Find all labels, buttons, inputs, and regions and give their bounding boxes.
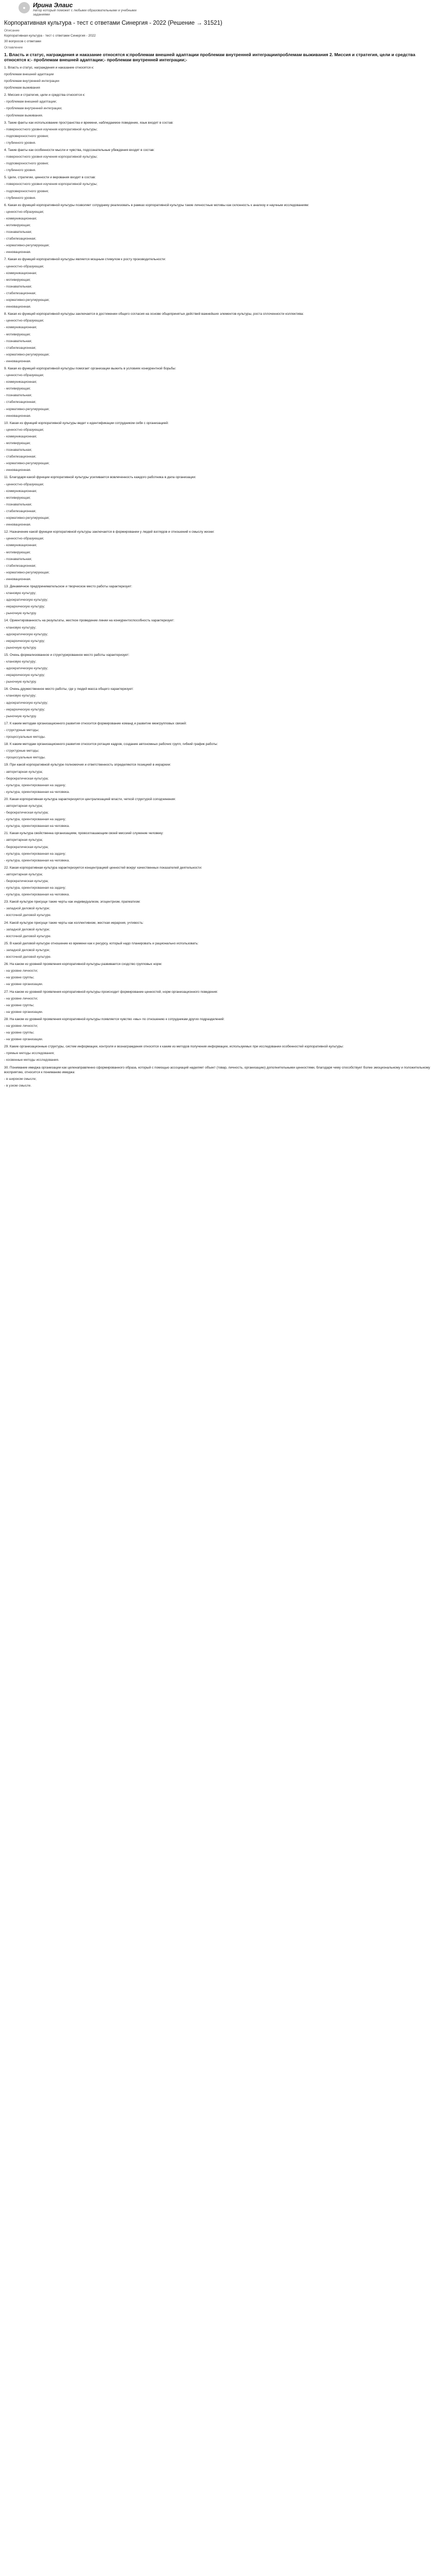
answer-option: - нормативно-регулирующая; bbox=[4, 352, 50, 357]
question-text: 15. Очень формализованное и структурированное место работы характеризует: bbox=[4, 653, 130, 657]
answer-option: - познавательная; bbox=[4, 448, 32, 452]
answer-option: - мотивирующая; bbox=[4, 224, 31, 228]
answer-option: - адхократическую культуру; bbox=[4, 667, 48, 671]
answer-option: - мотивирующая; bbox=[4, 550, 31, 554]
answer-option: - клановую культуру; bbox=[4, 660, 37, 664]
answer-option: - познавательная; bbox=[4, 284, 32, 289]
answer-option: - поверхностного уровня изучения корпоративной культуры; bbox=[4, 127, 98, 131]
answer-option: - нормативно-регулирующая; bbox=[4, 244, 50, 248]
answer-option: - иерархическую культуру; bbox=[4, 605, 45, 609]
answer-option: - культура, ориентированная на задачу; bbox=[4, 886, 66, 890]
question-text: 4. Такие факты как особенности мысли и чувства, подсознательные убеждения входят в состав: bbox=[4, 148, 155, 152]
question-text: 13. Динамичное предпринимательское и творческое место работы характеризует: bbox=[4, 584, 132, 588]
answer-option: - инновационная. bbox=[4, 305, 31, 309]
answer-option: - ценностно-образующая; bbox=[4, 537, 44, 541]
answer-option: - авторитарная культура; bbox=[4, 872, 43, 876]
answer-option: - на уровне группы; bbox=[4, 1031, 34, 1035]
answer-option: - коммуникационная; bbox=[4, 380, 37, 384]
question-text: 10. Какая из функций корпоративной культуры ведет к идентификации сотрудником себя с организацией: bbox=[4, 421, 169, 425]
answer-option: - стабилизационная; bbox=[4, 509, 37, 513]
question-text: 23. Какой культуре присущи такие черты как индивидуализм, эгоцентризм, прагматизм: bbox=[4, 900, 141, 904]
answer-option: - авторитарная культура; bbox=[4, 838, 43, 842]
answer-option: - ценностно-образующая; bbox=[4, 428, 44, 432]
answer-option: - структурные методы; bbox=[4, 749, 39, 753]
answer-option: - прямые методы исследования; bbox=[4, 1052, 55, 1056]
answer-option: - клановую культуру; bbox=[4, 591, 37, 596]
answer-option: - культура, ориентированная на задачу; bbox=[4, 818, 66, 822]
answer-option: - на уровне группы; bbox=[4, 1003, 34, 1007]
bold-heading: 1. Власть и статус, награждения и наказание относятся к:проблемам внешней адаптации проблемам внутренней интеграциипроблемам выживания 2. Миссия и стратегия, цели и средства относятся к:- проблемам внешней адаптации;- проблемам внутренней интеграции;- bbox=[4, 52, 415, 63]
answer-option: - мотивирующая; bbox=[4, 332, 31, 336]
question-text: 21. Какая культура свойственна организациям, провозглашающим своей миссией служение человеку: bbox=[4, 832, 164, 836]
answer-option: - познавательная; bbox=[4, 230, 32, 234]
description-label: Описание bbox=[4, 29, 20, 33]
question-text: 12. Назначение какой функции корпоративной культуры заключается в формировании у людей взглядов и отношений к смыслу жизни: bbox=[4, 530, 215, 534]
answer-option: - адхократическую культуру; bbox=[4, 632, 48, 636]
answer-option: - подповерхностного уровня; bbox=[4, 162, 49, 166]
answer-option: - бюрократическая культура; bbox=[4, 811, 49, 815]
answer-option: - иерархическую культуру; bbox=[4, 707, 45, 711]
answer-option: - подповерхностного уровня; bbox=[4, 134, 49, 138]
question-text: 29. Какие организационные структуры, систем информации, контроля и вознаграждения относятся к каким из методов получения информации, используемых при исследовании особенностей корпоративной культуры: bbox=[4, 1045, 344, 1049]
answer-option: - ценностно-образующая; bbox=[4, 210, 44, 214]
answer-option: - западной деловой культуре; bbox=[4, 927, 50, 931]
answer-option: - на уровне организации. bbox=[4, 982, 43, 987]
answer-option: - нормативно-регулирующая; bbox=[4, 462, 50, 466]
answer-option: - на уровне организации. bbox=[4, 1038, 43, 1042]
page-title: Корпоративная культура - тест с ответами Синергия - 2022 (Решение → 31521) bbox=[4, 20, 222, 27]
answer-option: - мотивирующая; bbox=[4, 496, 31, 500]
answer-option: - западной деловой культуре; bbox=[4, 948, 50, 952]
answer-option: - познавательная; bbox=[4, 394, 32, 398]
question-text: 24. Какой культуре присущи такие черты как коллективизм, жесткая иерархия, учтивость: bbox=[4, 921, 144, 925]
question-text: 28. На каком из уровней проявления корпоративной культуры появляется чувство «мы» по отношению к сотрудникам других подразделений: bbox=[4, 1017, 225, 1021]
author-description: Автор который поможет с любыми образовательными и учебными заданиями bbox=[33, 9, 137, 17]
answer-option: - структурные методы; bbox=[4, 728, 39, 732]
question-text: 5. Цели, стратегии, ценности и верования входят в состав: bbox=[4, 176, 96, 180]
question-text: 18. К каким методам организационного развития относится ротация кадров, создание автономных рабочих групп, гибкий график работы: bbox=[4, 742, 218, 747]
answer-option: - поверхностного уровня изучения корпоративной культуры; bbox=[4, 182, 98, 187]
answer-option: - культура, ориентированная на человека. bbox=[4, 824, 70, 828]
question-text: 11. Благодаря какой функции корпоративной культуры усиливается вовлеченность каждого работника в дела организации: bbox=[4, 476, 196, 480]
answer-option: - рыночную культуру. bbox=[4, 612, 37, 616]
answer-option: - инновационная. bbox=[4, 468, 31, 472]
question-text: 17. К каким методам организационного развития относится формирование команд и развитие межгрупповых связей: bbox=[4, 721, 187, 725]
user-icon: ● bbox=[23, 5, 26, 10]
question-text: 22. Какая корпоративная культура характеризуется концентрацией ценностей вокруг качественных показателей деятельности: bbox=[4, 866, 202, 870]
answer-option: - культура, ориентированная на задачу; bbox=[4, 783, 66, 787]
answer-option: - ценностно-образующая; bbox=[4, 374, 44, 378]
author-block bbox=[4, 2, 432, 17]
answer-option: - бюрократическая культура; bbox=[4, 845, 49, 849]
question-text: 9. Какая из функций корпоративной культуры помогает организации выжить в условиях конкурентной борьбы: bbox=[4, 366, 177, 370]
answer-option: - проблемам внешней адаптации; bbox=[4, 100, 57, 104]
answer-option: - рыночную культуру. bbox=[4, 680, 37, 684]
answer-option: - глубинного уровня. bbox=[4, 141, 36, 145]
answer-option: - бюрократическая культура; bbox=[4, 879, 49, 884]
answer-option: - восточной деловой культуре. bbox=[4, 955, 51, 959]
question-text: 20. Какая корпоративная культура характеризуется централизацией власти, четкой структурой соподчинения: bbox=[4, 797, 176, 801]
toc-label: Оглавление bbox=[4, 45, 23, 49]
avatar[interactable] bbox=[19, 2, 30, 13]
answer-option: - проблемам выживания. bbox=[4, 113, 43, 117]
answer-option: - культура, ориентированная на человека. bbox=[4, 893, 70, 897]
answer-option: - восточной деловой культуре. bbox=[4, 934, 51, 938]
answer-option: - инновационная. bbox=[4, 250, 31, 255]
answer-option: - клановую культуру; bbox=[4, 625, 37, 630]
question-text: 2. Миссия и стратегия, цели и средства относятся к: bbox=[4, 93, 85, 97]
answer-option: - коммуникационная; bbox=[4, 216, 37, 221]
question-text: 16. Очень дружественное место работы, где у людей масса общего характеризует: bbox=[4, 687, 134, 691]
answer-option: - проблемам внутренней интеграции; bbox=[4, 107, 62, 111]
question-text: 3. Такие факты как использование пространства и времени, наблюдаемое поведение, язык входят в состав: bbox=[4, 121, 173, 125]
answer-option: - в широком смысле; bbox=[4, 1077, 37, 1081]
answer-option: - коммуникационная; bbox=[4, 271, 37, 275]
answer-option: - глубинного уровня. bbox=[4, 196, 36, 200]
answer-option: - иерархическую культуру; bbox=[4, 673, 45, 677]
answer-option: - нормативно-регулирующая; bbox=[4, 407, 50, 411]
answer-option: - процессуальные методы. bbox=[4, 756, 46, 760]
answer-option: - авторитарная культура; bbox=[4, 804, 43, 808]
question-text: 8. Какая из функций корпоративной культуры заключается в достижении общего согласия на основе общепринятых действий важнейших элементов культуры, роста сплоченности коллектива: bbox=[4, 312, 304, 316]
answer-option: - иерархическую культуру; bbox=[4, 639, 45, 643]
answer-option: - ценностно-образующая; bbox=[4, 482, 44, 486]
question-text: 1. Власть и статус, награждения и наказание относятся к: bbox=[4, 65, 94, 70]
answer-option: - адхократическую культуру; bbox=[4, 701, 48, 705]
question-text: 27. На каком из уровней проявления корпоративной культуры происходит формирование ценностей, норм организационного поведения: bbox=[4, 990, 218, 994]
answer-option: - инновационная. bbox=[4, 523, 31, 527]
question-text: 7. Какая из функций корпоративной культуры является мощным стимулом к росту производительности: bbox=[4, 258, 166, 262]
question-text: 30. Понимание имиджа организации как целенаправленно сформированного образа, который с помощью ассоциаций наделяет объект (товар, личность, организацию) дополнительными ценностями, благодаря чему способствует более эмоциональному и положительному восприятию, относится к пониманию имиджа: bbox=[4, 1065, 430, 1074]
question-text: 6. Какая из функций корпоративной культуры позволяет сотруднику реализовать в рамках корпоративной культуры такие личностные мотивы как склонность к анализу и научным исследованиям: bbox=[4, 203, 309, 207]
answer-option: - инновационная. bbox=[4, 359, 31, 363]
answer-option: - нормативно-регулирующая; bbox=[4, 298, 50, 302]
answer-option: - познавательная; bbox=[4, 502, 32, 506]
answer-option: - авторитарная культура; bbox=[4, 770, 43, 774]
question-text: 25. В какой деловой культуре отношение ко времени как к ресурсу, который надо планировать и рационально использовать: bbox=[4, 941, 199, 945]
answer-option: - косвенные методы исследования. bbox=[4, 1058, 59, 1062]
answer-option: - на уровне личности; bbox=[4, 1024, 38, 1028]
answer-option: - западной деловой культуре; bbox=[4, 907, 50, 911]
author-name[interactable]: Ирина Элаис bbox=[33, 2, 73, 9]
answer-option: - коммуникационная; bbox=[4, 489, 37, 493]
document-page bbox=[0, 0, 436, 1089]
answer-option: - мотивирующая; bbox=[4, 278, 31, 282]
description-text: Корпоративная культура - тест с ответами Синергия - 2022 bbox=[4, 34, 96, 38]
answer-option: - культура, ориентированная на человека. bbox=[4, 858, 70, 862]
answer-option: - рыночную культуру. bbox=[4, 714, 37, 718]
answer-option: - коммуникационная; bbox=[4, 326, 37, 330]
answer-option: - в узком смысле. bbox=[4, 1083, 32, 1088]
answer-option: - поверхностного уровня изучения корпоративной культуры; bbox=[4, 155, 98, 159]
answer-option: - клановую культуру; bbox=[4, 694, 37, 698]
answer-option: проблемам внутренней интеграции bbox=[4, 79, 60, 83]
answer-option: проблемам внешней адаптации bbox=[4, 72, 54, 76]
answer-option: - стабилизационная; bbox=[4, 291, 37, 295]
answer-option: - культура, ориентированная на человека. bbox=[4, 790, 70, 794]
answer-option: - познавательная; bbox=[4, 557, 32, 561]
answer-option: - коммуникационная; bbox=[4, 544, 37, 548]
question-text: 19. При какой корпоративной культуре полномочия и ответственность определяются позицией в иерархии: bbox=[4, 763, 171, 767]
answer-option: - мотивирующая; bbox=[4, 442, 31, 446]
answer-option: - мотивирующая; bbox=[4, 387, 31, 391]
answer-option: - нормативно-регулирующая; bbox=[4, 516, 50, 520]
answer-option: - рыночную культуру. bbox=[4, 646, 37, 650]
answer-option: - стабилизационная; bbox=[4, 400, 37, 404]
answer-option: - стабилизационная; bbox=[4, 564, 37, 568]
answer-option: - инновационная. bbox=[4, 414, 31, 418]
answer-option: - познавательная; bbox=[4, 339, 32, 343]
answer-option: - адхократическую культуру; bbox=[4, 598, 48, 602]
answer-option: - стабилизационная; bbox=[4, 346, 37, 350]
answer-option: - бюрократическая культура; bbox=[4, 776, 49, 781]
answer-option: - ценностно-образующая; bbox=[4, 264, 44, 268]
question-text: 14. Ориентированность на результаты, жесткое проведение линии на конкурентоспособность характеризует: bbox=[4, 619, 175, 623]
questions-count: 30 вопросов с ответами bbox=[4, 40, 41, 44]
answer-option: - культура, ориентированная на задачу; bbox=[4, 852, 66, 856]
answer-option: - на уровне личности; bbox=[4, 996, 38, 1001]
answer-option: - глубинного уровня. bbox=[4, 168, 36, 173]
answer-option: - на уровне личности; bbox=[4, 969, 38, 973]
answer-option: - восточной деловой культуре. bbox=[4, 913, 51, 918]
answer-option: - стабилизационная; bbox=[4, 455, 37, 459]
answer-option: - процессуальные методы. bbox=[4, 735, 46, 739]
question-text: 26. На каком из уровней проявления корпоративной культуры развивается сходство групповых норм: bbox=[4, 962, 162, 967]
answer-option: - инновационная. bbox=[4, 577, 31, 581]
author-info bbox=[33, 2, 151, 17]
questions-list bbox=[4, 64, 432, 1089]
answer-option: - на уровне организации. bbox=[4, 1010, 43, 1014]
answer-option: - нормативно-регулирующая; bbox=[4, 570, 50, 574]
answer-option: - ценностно-образующая; bbox=[4, 319, 44, 323]
answer-option: - стабилизационная; bbox=[4, 237, 37, 241]
answer-option: - коммуникационная; bbox=[4, 434, 37, 438]
answer-option: - подповерхностного уровня; bbox=[4, 189, 49, 193]
answer-option: проблемам выживания bbox=[4, 86, 40, 90]
answer-option: - на уровне группы; bbox=[4, 976, 34, 980]
